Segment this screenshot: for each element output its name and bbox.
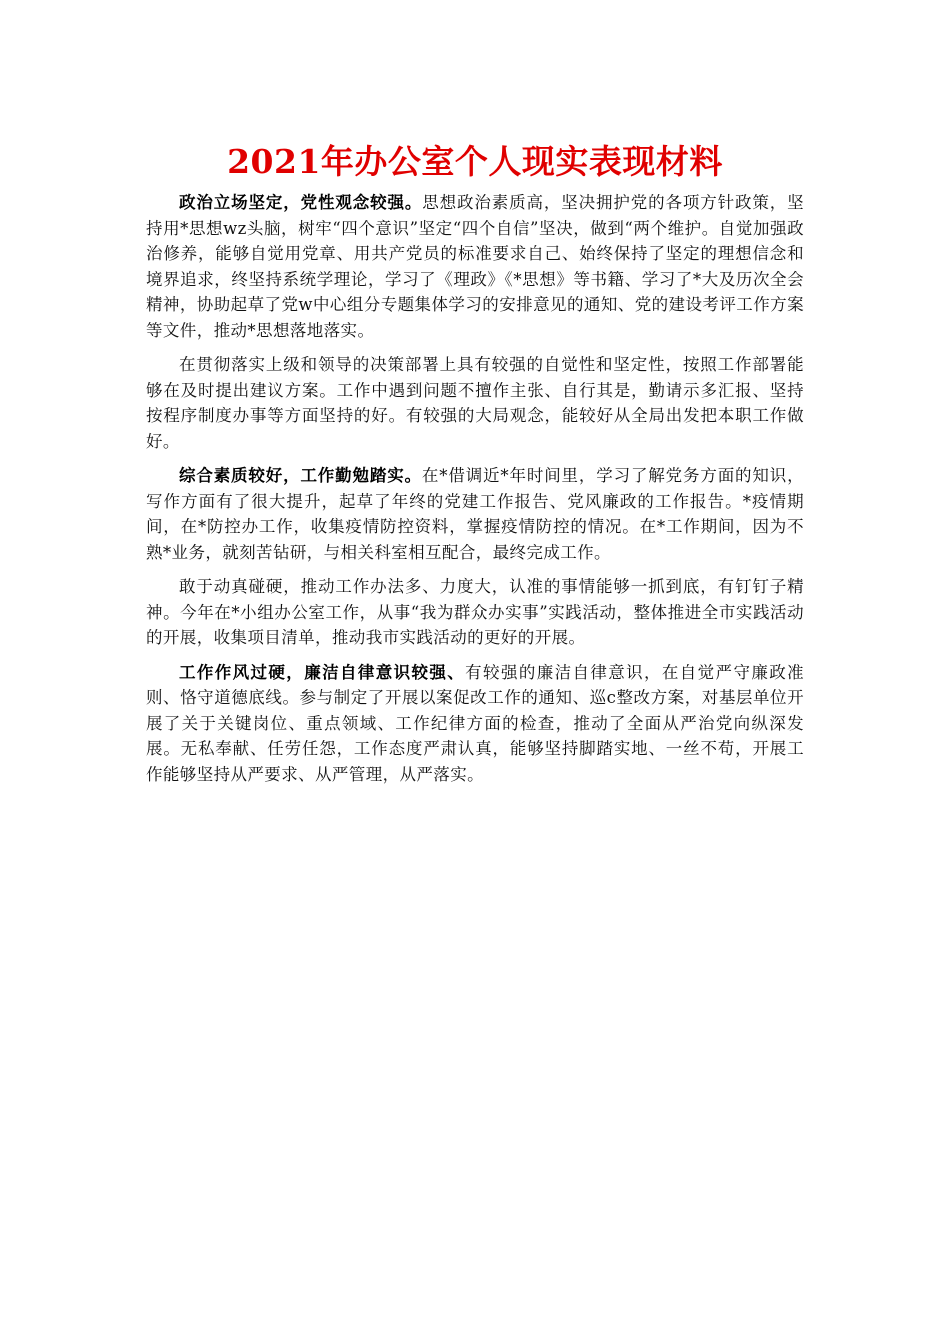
paragraph-text: 敢于动真碰硬，推动工作办法多、力度大，认准的事情能够一抓到底，有钉钉子精神。今年在*小组办公室工作，从事“我为群众办实事”实践活动，整体推进全市实践活动的开展，收集项目清单，推动我市实践活动的更好的开展。 bbox=[146, 577, 804, 647]
paragraph-lead: 政治立场坚定，党性观念较强。 bbox=[179, 193, 423, 212]
paragraph-work-style bbox=[146, 660, 804, 788]
paragraph-lead: 综合素质较好，工作勤勉踏实。 bbox=[179, 466, 422, 485]
paragraph-text: 在*借调近*年时间里，学习了解党务方面的知识，写作方面有了很大提升，起草了年终的党建工作报告、党风廉政的工作报告。*疫情期间，在*防控办工作，收集疫情防控资料，掌握疫情防控的情况。在*工作期间，因为不熟*业务，就刻苦钻研，与相关科室相互配合，最终完成工作。 bbox=[146, 466, 804, 562]
paragraph-text: 在贯彻落实上级和领导的决策部署上具有较强的自觉性和坚定性，按照工作部署能够在及时提出建议方案。工作中遇到问题不擅作主张、自行其是，勤请示多汇报、坚持按程序制度办事等方面坚持的好。有较强的大局观念，能较好从全局出发把本职工作做好。 bbox=[146, 355, 804, 451]
paragraph-lead: 工作作风过硬，廉洁自律意识较强、 bbox=[179, 662, 466, 682]
document-body bbox=[146, 190, 804, 796]
document-title: 2021年办公室个人现实表现材料 bbox=[227, 142, 723, 181]
paragraph-political-stance bbox=[146, 190, 804, 343]
paragraph-implementation bbox=[146, 352, 804, 454]
paragraph-overall-quality bbox=[146, 463, 804, 565]
paragraph-text: 思想政治素质高，坚决拥护党的各项方针政策，坚持用*思想wz头脑，树牢“四个意识”坚定“四个自信”坚决，做到“两个维护。自觉加强政治修养，能够自觉用党章、用共产党员的标准要求自己、始终保持了坚定的理想信念和境界追求，终坚持系统学理论，学习了《理政》《*思想》等书籍、学习了*大及历次全会精神，协助起草了党w中心组分专题集体学习的安排意见的通知、党的建设考评工作方案等文件，推动*思想落地落实。 bbox=[146, 193, 804, 340]
paragraph-courage bbox=[146, 574, 804, 651]
paragraph-text: 有较强的廉洁自律意识，在自觉严守廉政准则、恪守道德底线。参与制定了开展以案促改工作的通知、巡c整改方案，对基层单位开展了关于关键岗位、重点领域、工作纪律方面的检查，推动了全面从严治党向纵深发展。无私奉献、任劳任怨，工作态度严肃认真，能够坚持脚踏实地、一丝不苟，开展工作能够坚持从严要求、从严管理，从严落实。 bbox=[146, 662, 804, 784]
